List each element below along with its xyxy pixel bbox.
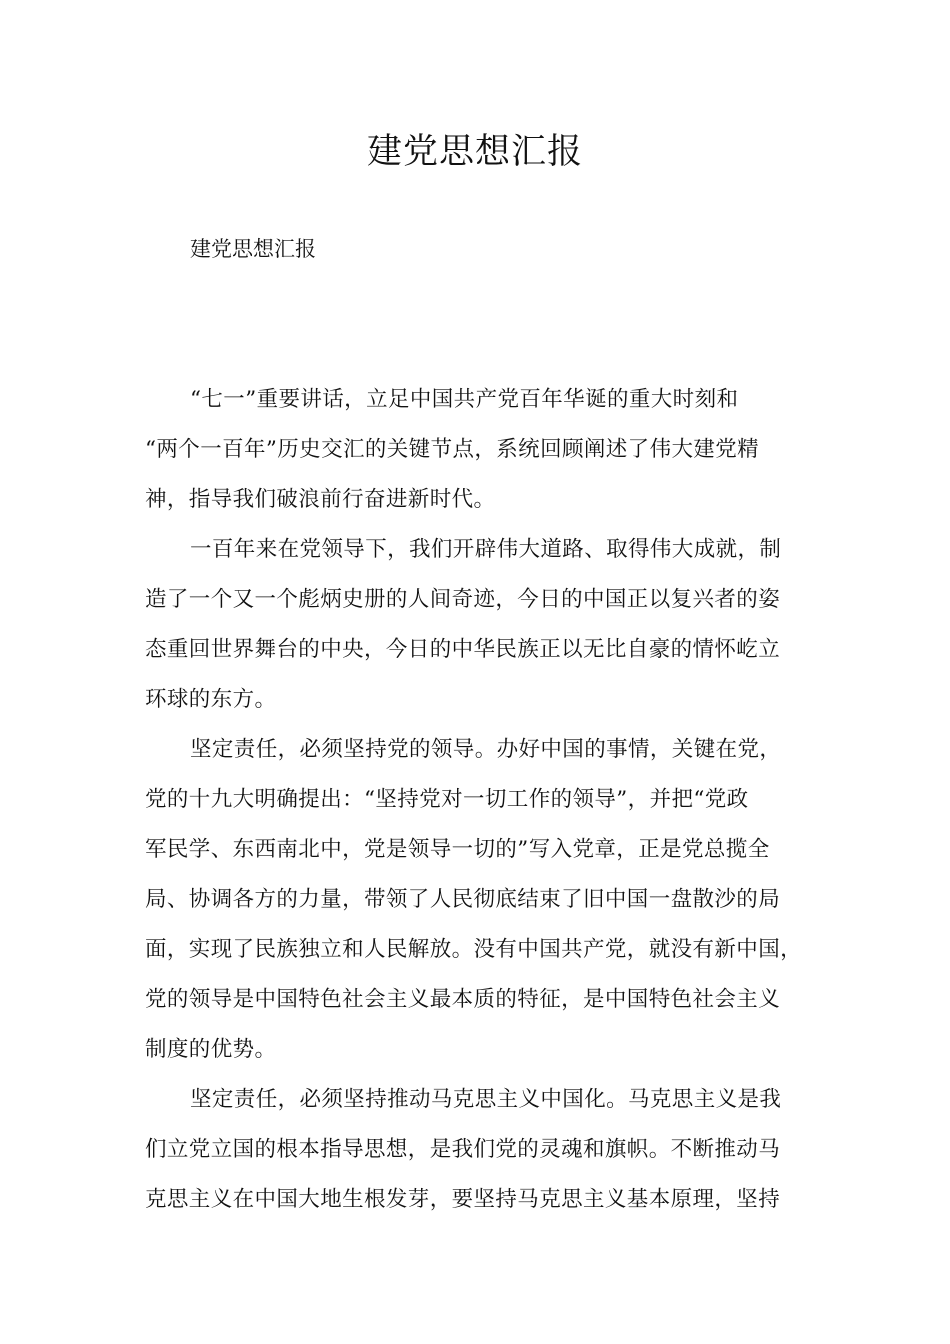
paragraph-line: 面，实现了民族独立和人民解放。没有中国共产党，就没有新中国， — [145, 937, 803, 962]
paragraph-line: 一百年来在党领导下，我们开辟伟大道路、取得伟大成就，制 — [190, 537, 782, 562]
paragraph — [145, 375, 827, 525]
paragraph-line: 制度的优势。 — [145, 1037, 277, 1062]
paragraph-line: 党的十九大明确提出：“坚持党对一切工作的领导”，并把“党政 — [145, 787, 749, 812]
paragraph-line: 造了一个又一个彪炳史册的人间奇迹，今日的中国正以复兴者的姿 — [145, 587, 781, 612]
paragraph-line: “两个一百年”历史交汇的关键节点，系统回顾阐述了伟大建党精 — [145, 437, 760, 462]
paragraph-line: 坚定责任，必须坚持党的领导。办好中国的事情，关键在党， — [190, 737, 782, 762]
paragraph-line: “七一”重要讲话，立足中国共产党百年华诞的重大时刻和 — [190, 387, 739, 412]
paragraph-line: 克思主义在中国大地生根发芽，要坚持马克思主义基本原理，坚持 — [145, 1187, 781, 1212]
paragraph-line: 态重回世界舞台的中央，今日的中华民族正以无比自豪的情怀屹立 — [145, 637, 781, 662]
paragraph-line: 环球的东方。 — [145, 687, 277, 712]
document-title: 建党思想汇报 — [366, 132, 583, 172]
paragraph — [145, 525, 827, 725]
paragraph — [145, 725, 827, 1075]
document-body — [145, 375, 827, 1225]
paragraph-line: 军民学、东西南北中，党是领导一切的”写入党章，正是党总揽全 — [145, 837, 770, 862]
paragraph — [145, 1075, 827, 1225]
paragraph-line: 局、协调各方的力量，带领了人民彻底结束了旧中国一盘散沙的局 — [145, 887, 781, 912]
paragraph-line: 坚定责任，必须坚持推动马克思主义中国化。马克思主义是我 — [190, 1087, 782, 1112]
document-subtitle: 建党思想汇报 — [190, 237, 316, 261]
paragraph-line: 们立党立国的根本指导思想，是我们党的灵魂和旗帜。不断推动马 — [145, 1137, 781, 1162]
paragraph-line: 党的领导是中国特色社会主义最本质的特征，是中国特色社会主义 — [145, 987, 781, 1012]
paragraph-line: 神，指导我们破浪前行奋进新时代。 — [145, 487, 496, 512]
